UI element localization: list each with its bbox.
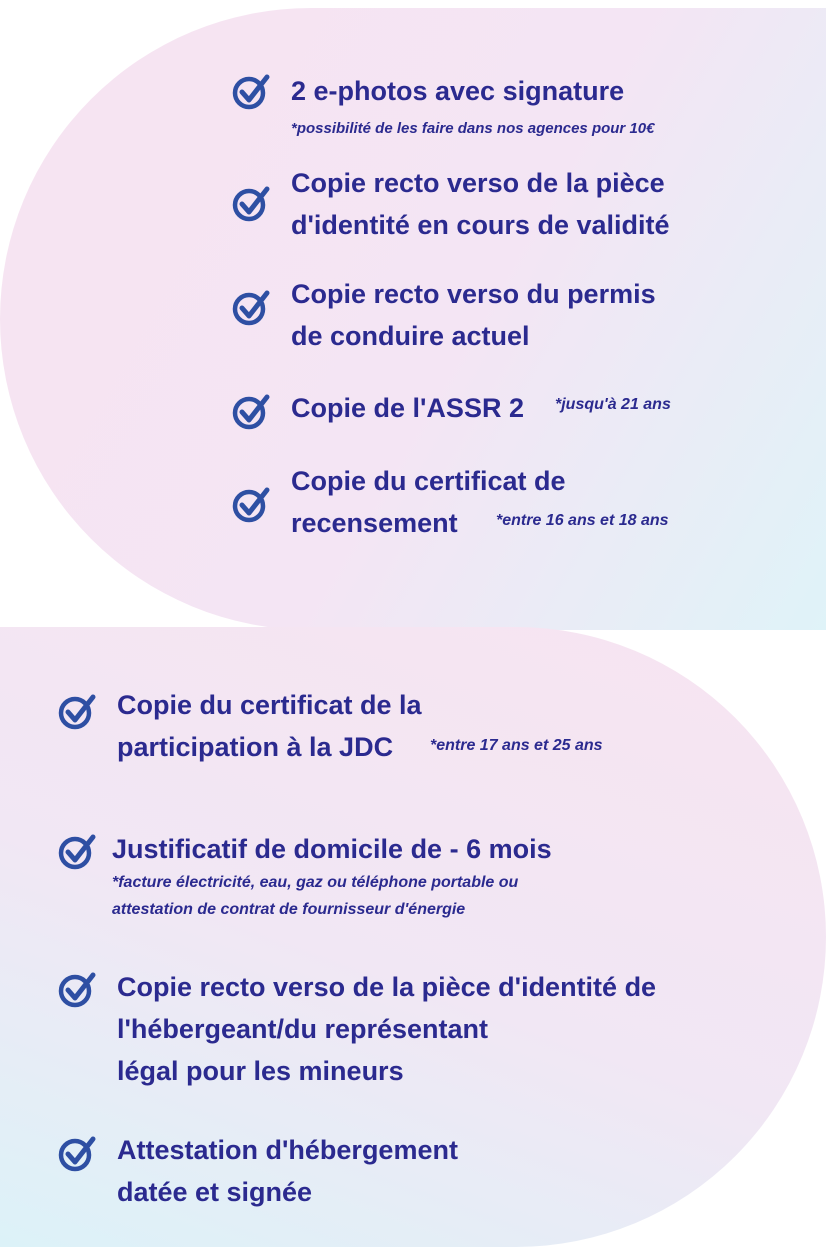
check-circle-icon: [57, 970, 97, 1010]
item-note-line-1: *facture électricité, eau, gaz ou téléphone portable ou: [112, 874, 519, 891]
item-note: *possibilité de les faire dans nos agences pour 10€: [291, 120, 655, 137]
item-note-line-2: attestation de contrat de fournisseur d'énergie: [112, 901, 466, 918]
item-note: *entre 17 ans et 25 ans: [430, 737, 603, 754]
item-title: Justificatif de domicile de - 6 mois: [112, 834, 552, 864]
check-circle-icon: [57, 1134, 97, 1174]
item-title-line-2: l'hébergeant/du représentant: [117, 1014, 488, 1044]
item-title-line-1: Attestation d'hébergement: [117, 1135, 458, 1165]
item-title-line-1: Copie recto verso du permis: [291, 279, 656, 309]
item-note: *jusqu'à 21 ans: [555, 396, 671, 413]
item-title-line-1: Copie recto verso de la pièce d'identité de: [117, 972, 657, 1002]
check-circle-icon: [231, 184, 271, 224]
item-note: *entre 16 ans et 18 ans: [496, 512, 669, 529]
item-title-line-1: Copie du certificat de la: [117, 690, 422, 720]
item-title-line-2: participation à la JDC: [117, 732, 394, 762]
item-title-line-2: datée et signée: [117, 1177, 313, 1207]
item-title: 2 e-photos avec signature: [291, 76, 625, 106]
check-circle-icon: [231, 392, 271, 432]
check-circle-icon: [231, 485, 271, 525]
item-title-line-1: Copie du certificat de: [291, 466, 566, 496]
item-title-line-1: Copie recto verso de la pièce: [291, 168, 665, 198]
check-circle-icon: [57, 832, 97, 872]
item-title-line-2: de conduire actuel: [291, 321, 530, 351]
item-title-line-2: recensement: [291, 508, 458, 538]
check-circle-icon: [57, 692, 97, 732]
item-title-line-2: d'identité en cours de validité: [291, 210, 670, 240]
check-circle-icon: [231, 288, 271, 328]
item-title-line-3: légal pour les mineurs: [117, 1056, 404, 1086]
item-title: Copie de l'ASSR 2: [291, 393, 524, 423]
check-circle-icon: [231, 72, 271, 112]
